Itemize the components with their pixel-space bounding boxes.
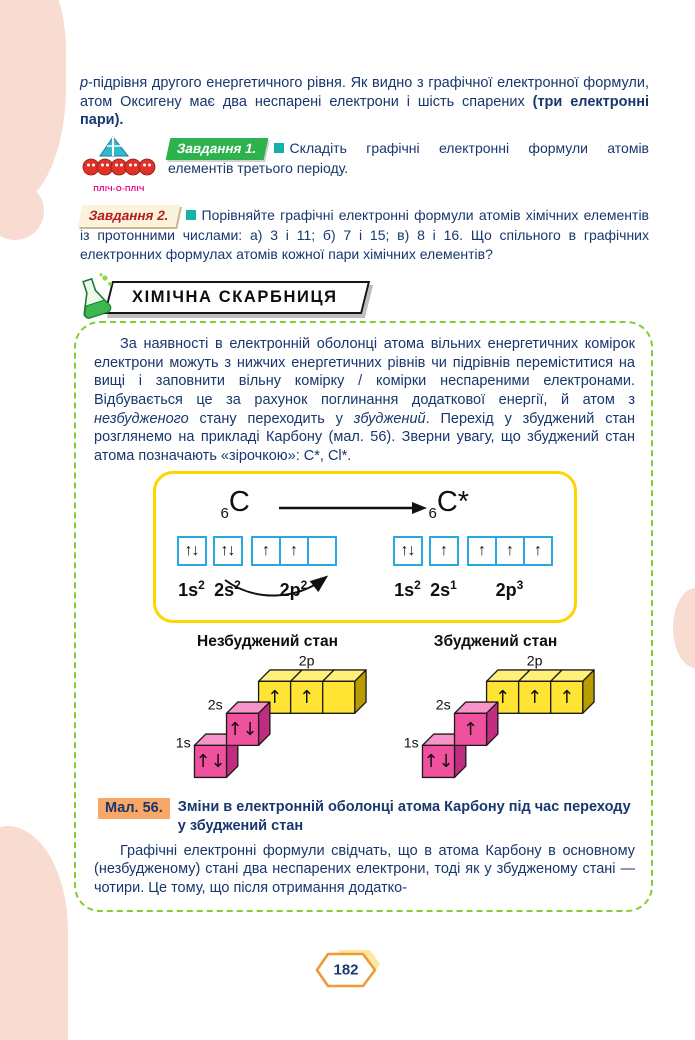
orbital-labels-row <box>177 578 553 608</box>
electron-arrows: ↑ <box>440 542 447 560</box>
electron-arrows: ↑↓ <box>184 542 199 560</box>
task-1 <box>80 138 649 193</box>
section-title: ХІМІЧНА СКАРБНИЦЯ <box>132 287 338 306</box>
orbital-boxes-3d-ground <box>166 653 370 785</box>
axis-label-2s: 2s <box>435 696 451 713</box>
intro-paragraph <box>80 74 649 130</box>
transition-arrow-icon <box>279 501 427 515</box>
element-letter: C <box>228 486 250 519</box>
task-1-label: Завдання 1. <box>166 138 268 160</box>
figure-excited-state <box>394 633 598 790</box>
electron-arrows: ↑ <box>290 542 297 560</box>
figure-ground-state <box>166 633 370 790</box>
element-symbols-row <box>177 486 553 530</box>
electron-arrows: ↑↓ <box>227 719 258 741</box>
orbital-cell-2p <box>523 536 553 566</box>
outro-paragraph: Графічні електронні формули свідчать, що в атома Карбону в основному (незбудженому) стані два неспарених електрони, тоді як у збудженому стані — чотири. Це тому, що після отримання додатко- <box>94 842 635 896</box>
orbital-label: $1s^2$ <box>394 578 421 601</box>
task-2 <box>80 205 649 264</box>
electron-arrows: ↑ <box>494 687 510 709</box>
task-2-label: Завдання 2. <box>78 205 180 227</box>
electron-arrows: ↑ <box>526 687 542 709</box>
task-bullet-icon <box>274 143 284 153</box>
figure-caption-label: Мал. 56. <box>98 798 170 819</box>
electron-arrows: ↑ <box>462 719 478 741</box>
element-symbol-excited <box>429 486 470 522</box>
intro-text: -підрівня другого енергетичного рівня. Як видно з графічної електронної формули, атом Оксигену має два неспарені електрони і шість спарених <box>80 75 649 110</box>
page-number: 182 <box>332 961 359 979</box>
electron-arrows: ↑ <box>558 687 574 709</box>
mascot-plich-o-plich <box>80 136 158 193</box>
flask-icon <box>74 272 116 322</box>
task-1-text: Складіть графічні електронні формули атомів елементів третього періоду. <box>168 139 649 177</box>
intro-italic-lead: p <box>80 75 89 91</box>
treasury-paragraph <box>94 335 635 465</box>
element-symbol-ground <box>221 486 250 522</box>
treasury-text-2: стану переходить у <box>188 410 354 427</box>
orbital-label: $2s^1$ <box>430 578 457 601</box>
axis-label-1s: 1s <box>403 734 419 751</box>
electron-arrows: ↑↓ <box>194 751 225 773</box>
axis-label-2s: 2s <box>207 696 223 713</box>
electron-arrows: ↑ <box>298 687 314 709</box>
orbital-label: $1s^2$ <box>178 578 205 601</box>
orbital-cells-2p <box>251 536 337 566</box>
orbital-cells-2p <box>467 536 553 566</box>
figure-caption-text: Зміни в електронній оболонці атома Карбону під час переходу у збуджений стан <box>177 799 631 835</box>
mascot-caterpillar-icon <box>82 136 156 178</box>
electron-arrows: ↑ <box>534 542 541 560</box>
figure-56 <box>94 633 635 790</box>
treasury-box <box>74 321 653 911</box>
figure-title: Незбуджений стан <box>197 633 338 651</box>
electron-arrows: ↑ <box>478 542 485 560</box>
axis-label-2p: 2p <box>298 653 315 669</box>
orbital-boxes-3d-excited <box>394 653 598 785</box>
intro-bold: (три електронні пари). <box>80 93 650 129</box>
orbital-cell-1s <box>177 536 207 566</box>
treasury-text-1: За наявності в електронній оболонці атома вільних енергетичних комірок електрони можуть з нижчих енергетичних рівнів чи підрівнів переміститися на вищі і заповнити вільну комірку / комірки неспареними електронами. Відбувається це за рахунок поглинання додаткової енергії, й атом з <box>94 336 635 409</box>
proton-number: 6 <box>428 505 437 523</box>
treasury-text-3: . Перехід у збуджений стан розглянемо на прикладі Карбону (мал. 56). Зверни увагу, що збуджений стан атома позначають «зірочкою»: C*, Cl*. <box>94 410 636 464</box>
orbital-cell-2p <box>279 536 309 566</box>
orbital-cell-2p <box>251 536 281 566</box>
task-bullet-icon <box>186 210 196 220</box>
electron-arrows: ↑↓ <box>220 542 235 560</box>
orbital-diagram-box <box>153 471 577 623</box>
treasury-em-unexcited: незбудженого <box>94 410 189 427</box>
orbital-cells-row <box>177 536 553 566</box>
orbital-label: $2p^3$ <box>495 578 524 601</box>
electron-arrows: ↑↓ <box>400 542 415 560</box>
page-number-badge <box>314 949 382 996</box>
electron-arrows: ↑↓ <box>422 751 453 773</box>
section-header <box>74 275 649 319</box>
treasury-em-excited: збуджений <box>353 410 426 427</box>
orbital-cell-2s <box>213 536 243 566</box>
figure-title: Збуджений стан <box>433 633 558 651</box>
orbital-label: $2p^2$ <box>279 578 308 601</box>
orbital-cell-2p <box>467 536 497 566</box>
element-letter: C* <box>436 486 470 519</box>
axis-label-2p: 2p <box>526 653 543 669</box>
mascot-label: ПЛІЧ-О-ПЛІЧ <box>93 183 145 193</box>
orbital-cell-2p <box>495 536 525 566</box>
task-1-body <box>168 138 649 178</box>
figure-caption <box>94 798 635 836</box>
task-2-text: Порівняйте графічні електронні формули атомів хімічних елементів із протонними числами: а) 3 і 11; б) 7 і 15; в) 8 і 16. Що спільного в графічних електронних формулах атомів кожної пари хімічних елементів? <box>80 206 649 262</box>
electron-arrows: ↑ <box>506 542 513 560</box>
orbital-cell-2s <box>429 536 459 566</box>
orbital-cell-1s <box>393 536 423 566</box>
orbital-label: $2s^2$ <box>214 578 241 601</box>
electron-arrows: ↑ <box>266 687 282 709</box>
electron-arrows: ↑ <box>262 542 269 560</box>
section-banner <box>104 281 370 314</box>
axis-label-1s: 1s <box>175 734 191 751</box>
proton-number: 6 <box>220 505 229 523</box>
orbital-cell-2p <box>307 536 337 566</box>
